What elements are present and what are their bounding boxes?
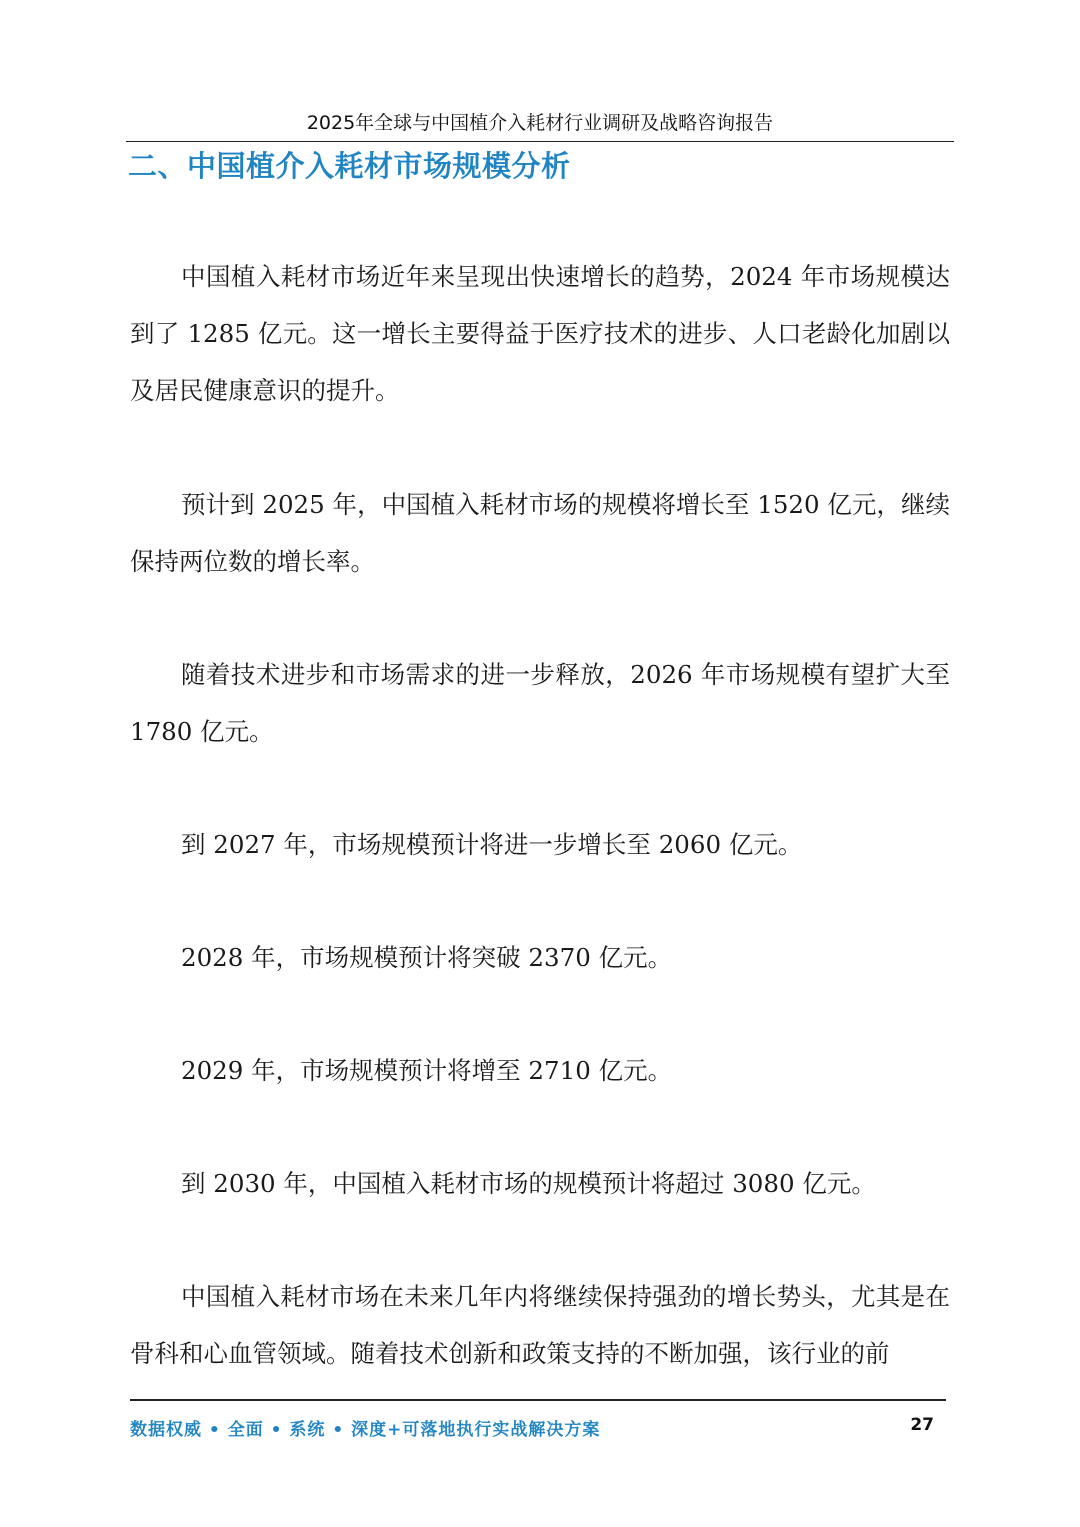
paragraph-2027-forecast: 到 2027 年，市场规模预计将进一步增长至 2060 亿元。 (181, 830, 803, 859)
paragraph-2025-forecast: 预计到 2025 年，中国植入耗材市场的规模将增长至 1520 亿元，继续保持两位数的增长率。 (130, 490, 950, 576)
paragraph-2026-forecast: 随着技术进步和市场需求的进一步释放，2026 年市场规模有望扩大至 1780 亿元。 (130, 660, 950, 746)
paragraph-2028-forecast: 2028 年，市场规模预计将突破 2370 亿元。 (181, 943, 673, 972)
footer-slogan: 数据权威 • 全面 • 系统 • 深度+可落地执行实战解决方案 (130, 1420, 601, 1440)
header-divider (126, 141, 954, 142)
page-number: 27 (910, 1415, 934, 1435)
page-header-title: 2025年全球与中国植介入耗材行业调研及战略咨询报告 (306, 112, 774, 134)
paragraph-2030-forecast: 到 2030 年，中国植入耗材市场的规模预计将超过 3080 亿元。 (181, 1169, 876, 1198)
footer-divider (130, 1399, 946, 1401)
paragraph-outlook: 中国植入耗材市场在未来几年内将继续保持强劲的增长势头，尤其是在骨科和心血管领域。随着技术创新和政策支持的不断加强，该行业的前 (130, 1282, 950, 1368)
section-title: 二、中国植介入耗材市场规模分析 (128, 149, 571, 183)
paragraph-market-overview: 中国植入耗材市场近年来呈现出快速增长的趋势，2024 年市场规模达到了 1285 亿元。这一增长主要得益于医疗技术的进步、人口老龄化加剧以及居民健康意识的提升。 (130, 262, 950, 405)
paragraph-2029-forecast: 2029 年，市场规模预计将增至 2710 亿元。 (181, 1056, 673, 1085)
